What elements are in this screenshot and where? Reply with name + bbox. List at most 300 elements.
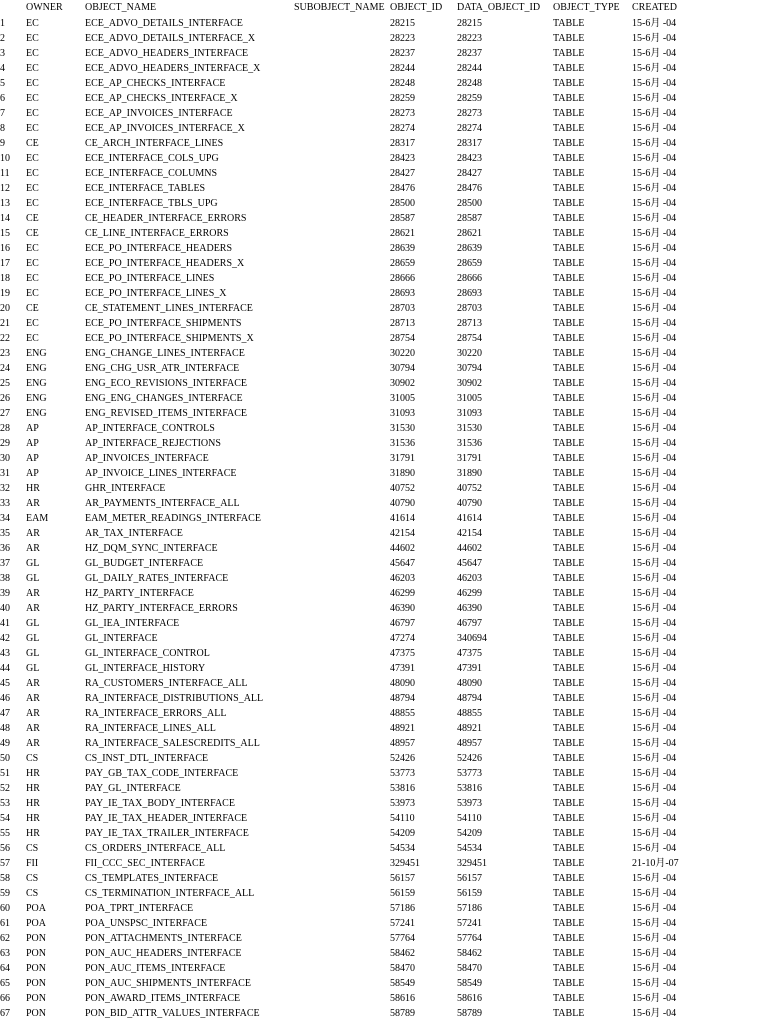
row-number: 28 — [0, 423, 10, 434]
data-object-id-cell: 45647 — [457, 558, 482, 569]
subobject-name-cell — [294, 706, 390, 721]
object-type-cell: TABLE — [553, 498, 585, 509]
row-number: 19 — [0, 288, 10, 299]
data-object-id-cell: 28713 — [457, 318, 482, 329]
owner-cell: ENG — [26, 393, 47, 404]
owner-cell: EC — [26, 333, 39, 344]
subobject-name-cell — [294, 451, 390, 466]
object-id-cell: 48957 — [390, 738, 415, 749]
table-row — [0, 976, 768, 991]
data-object-id-cell: 31890 — [457, 468, 482, 479]
owner-cell: PON — [26, 933, 47, 944]
object-id-cell: 28427 — [390, 168, 415, 179]
owner-cell: AP — [26, 468, 39, 479]
table-row — [0, 616, 768, 631]
owner-cell: AR — [26, 528, 40, 539]
row-number: 9 — [0, 138, 5, 149]
row-number: 48 — [0, 723, 10, 734]
object-id-cell: 56157 — [390, 873, 415, 884]
object-type-cell: TABLE — [553, 573, 585, 584]
object-name-cell: CE_LINE_INTERFACE_ERRORS — [85, 228, 229, 239]
subobject-name-cell — [294, 346, 390, 361]
owner-cell: EC — [26, 108, 39, 119]
row-number: 31 — [0, 468, 10, 479]
data-object-id-cell: 46797 — [457, 618, 482, 629]
table-row — [0, 16, 768, 31]
data-object-id-cell: 58470 — [457, 963, 482, 974]
table-row — [0, 466, 768, 481]
row-number: 49 — [0, 738, 10, 749]
object-id-cell: 28423 — [390, 153, 415, 164]
created-cell: 15-6月 -04 — [632, 888, 677, 899]
row-number: 40 — [0, 603, 10, 614]
object-id-cell: 57241 — [390, 918, 415, 929]
object-name-cell: CE_ARCH_INTERFACE_LINES — [85, 138, 224, 149]
table-row — [0, 991, 768, 1006]
subobject-name-cell — [294, 991, 390, 1006]
owner-cell: EC — [26, 258, 39, 269]
object-type-cell: TABLE — [553, 438, 585, 449]
row-number: 3 — [0, 48, 5, 59]
object-type-cell: TABLE — [553, 753, 585, 764]
data-object-id-cell: 28427 — [457, 168, 482, 179]
object-type-cell: TABLE — [553, 738, 585, 749]
subobject-name-cell — [294, 61, 390, 76]
owner-cell: EC — [26, 168, 39, 179]
object-type-cell: TABLE — [553, 318, 585, 329]
owner-cell: CE — [26, 303, 39, 314]
object-id-cell: 48090 — [390, 678, 415, 689]
object-id-cell: 31530 — [390, 423, 415, 434]
row-number: 26 — [0, 393, 10, 404]
table-row — [0, 541, 768, 556]
owner-cell: AR — [26, 588, 40, 599]
owner-cell: GL — [26, 633, 40, 644]
row-number: 37 — [0, 558, 10, 569]
row-number: 34 — [0, 513, 10, 524]
object-id-cell: 47375 — [390, 648, 415, 659]
data-object-id-cell: 31005 — [457, 393, 482, 404]
data-object-id-cell: 28237 — [457, 48, 482, 59]
created-cell: 15-6月 -04 — [632, 168, 677, 179]
object-id-cell: 58462 — [390, 948, 415, 959]
subobject-name-cell — [294, 241, 390, 256]
created-cell: 15-6月 -04 — [632, 183, 677, 194]
subobject-name-cell — [294, 931, 390, 946]
row-number: 45 — [0, 678, 10, 689]
data-object-id-cell: 44602 — [457, 543, 482, 554]
object-id-cell: 46797 — [390, 618, 415, 629]
data-object-id-cell: 28754 — [457, 333, 482, 344]
table-row — [0, 31, 768, 46]
created-cell: 15-6月 -04 — [632, 258, 677, 269]
created-cell: 15-6月 -04 — [632, 153, 677, 164]
subobject-name-cell — [294, 166, 390, 181]
row-number: 64 — [0, 963, 10, 974]
subobject-name-cell — [294, 601, 390, 616]
object-id-cell: 56159 — [390, 888, 415, 899]
table-row — [0, 481, 768, 496]
object-name-cell: ECE_INTERFACE_COLS_UPG — [85, 153, 219, 164]
object-type-cell: TABLE — [553, 903, 585, 914]
subobject-name-cell — [294, 256, 390, 271]
owner-cell: EC — [26, 153, 39, 164]
data-object-id-cell: 28244 — [457, 63, 482, 74]
data-object-id-cell: 46299 — [457, 588, 482, 599]
row-number: 46 — [0, 693, 10, 704]
table-row — [0, 646, 768, 661]
object-type-cell: TABLE — [553, 423, 585, 434]
object-id-cell: 45647 — [390, 558, 415, 569]
subobject-name-cell — [294, 796, 390, 811]
object-name-cell: ENG_REVISED_ITEMS_INTERFACE — [85, 408, 248, 419]
data-object-id-cell: 57764 — [457, 933, 482, 944]
table-row — [0, 736, 768, 751]
data-object-id-cell: 53773 — [457, 768, 482, 779]
object-type-cell: TABLE — [553, 963, 585, 974]
object-name-cell: ECE_INTERFACE_TABLES — [85, 183, 206, 194]
column-header-data-object-id: DATA_OBJECT_ID — [457, 2, 541, 13]
object-type-cell: TABLE — [553, 663, 585, 674]
owner-cell: PON — [26, 1008, 47, 1019]
subobject-name-cell — [294, 181, 390, 196]
created-cell: 15-6月 -04 — [632, 603, 677, 614]
created-cell: 15-6月 -04 — [632, 363, 677, 374]
object-id-cell: 47391 — [390, 663, 415, 674]
created-cell: 15-6月 -04 — [632, 648, 677, 659]
object-id-cell: 31005 — [390, 393, 415, 404]
row-number: 62 — [0, 933, 10, 944]
data-object-id-cell: 28500 — [457, 198, 482, 209]
object-id-cell: 28639 — [390, 243, 415, 254]
subobject-name-cell — [294, 376, 390, 391]
table-row — [0, 151, 768, 166]
owner-cell: EC — [26, 63, 39, 74]
object-type-cell: TABLE — [553, 948, 585, 959]
created-cell: 15-6月 -04 — [632, 333, 677, 344]
object-type-cell: TABLE — [553, 978, 585, 989]
owner-cell: AP — [26, 438, 39, 449]
subobject-name-cell — [294, 526, 390, 541]
object-id-cell: 53773 — [390, 768, 415, 779]
object-name-cell: RA_INTERFACE_ERRORS_ALL — [85, 708, 227, 719]
row-number: 29 — [0, 438, 10, 449]
created-cell: 15-6月 -04 — [632, 1008, 677, 1019]
owner-cell: CE — [26, 138, 39, 149]
object-type-cell: TABLE — [553, 33, 585, 44]
data-object-id-cell: 40790 — [457, 498, 482, 509]
created-cell: 15-6月 -04 — [632, 423, 677, 434]
row-number: 60 — [0, 903, 10, 914]
table-row — [0, 871, 768, 886]
object-name-cell: PON_AWARD_ITEMS_INTERFACE — [85, 993, 241, 1004]
data-object-id-cell: 28215 — [457, 18, 482, 29]
created-cell: 15-6月 -04 — [632, 903, 677, 914]
owner-cell: HR — [26, 483, 40, 494]
created-cell: 15-6月 -04 — [632, 828, 677, 839]
object-id-cell: 28659 — [390, 258, 415, 269]
table-row — [0, 46, 768, 61]
data-object-id-cell: 28703 — [457, 303, 482, 314]
data-object-id-cell: 57186 — [457, 903, 482, 914]
data-object-id-cell: 58462 — [457, 948, 482, 959]
object-type-cell: TABLE — [553, 783, 585, 794]
subobject-name-cell — [294, 421, 390, 436]
object-type-cell: TABLE — [553, 918, 585, 929]
table-row — [0, 676, 768, 691]
column-header-subobject-name: SUBOBJECT_NAME — [294, 2, 385, 13]
table-row — [0, 436, 768, 451]
data-object-id-cell: 46203 — [457, 573, 482, 584]
object-name-cell: AP_INVOICES_INTERFACE — [85, 453, 209, 464]
subobject-name-cell — [294, 751, 390, 766]
created-cell: 15-6月 -04 — [632, 633, 677, 644]
table-row — [0, 796, 768, 811]
row-number: 22 — [0, 333, 10, 344]
table-row — [0, 361, 768, 376]
data-object-id-cell: 28317 — [457, 138, 482, 149]
column-header-object-id: OBJECT_ID — [390, 2, 443, 13]
table-row — [0, 721, 768, 736]
table-row — [0, 811, 768, 826]
data-object-id-cell: 48794 — [457, 693, 482, 704]
object-type-cell: TABLE — [553, 513, 585, 524]
data-object-id-cell: 48957 — [457, 738, 482, 749]
data-object-id-cell: 57241 — [457, 918, 482, 929]
table-row — [0, 76, 768, 91]
owner-cell: EC — [26, 48, 39, 59]
object-id-cell: 28587 — [390, 213, 415, 224]
object-name-cell: PAY_GB_TAX_CODE_INTERFACE — [85, 768, 239, 779]
created-cell: 15-6月 -04 — [632, 498, 677, 509]
object-type-cell: TABLE — [553, 333, 585, 344]
data-object-id-cell: 28223 — [457, 33, 482, 44]
created-cell: 15-6月 -04 — [632, 303, 677, 314]
object-name-cell: PON_BID_ATTR_VALUES_INTERFACE — [85, 1008, 260, 1019]
row-number: 14 — [0, 213, 10, 224]
data-object-id-cell: 48921 — [457, 723, 482, 734]
object-type-cell: TABLE — [553, 708, 585, 719]
subobject-name-cell — [294, 286, 390, 301]
data-object-id-cell: 53973 — [457, 798, 482, 809]
owner-cell: HR — [26, 813, 40, 824]
subobject-name-cell — [294, 331, 390, 346]
object-name-cell: ENG_ECO_REVISIONS_INTERFACE — [85, 378, 248, 389]
row-number: 15 — [0, 228, 10, 239]
object-type-cell: TABLE — [553, 633, 585, 644]
object-type-cell: TABLE — [553, 108, 585, 119]
row-number: 35 — [0, 528, 10, 539]
created-cell: 15-6月 -04 — [632, 963, 677, 974]
object-id-cell: 48794 — [390, 693, 415, 704]
object-id-cell: 41614 — [390, 513, 415, 524]
owner-cell: GL — [26, 648, 40, 659]
object-name-cell: AP_INTERFACE_REJECTIONS — [85, 438, 221, 449]
subobject-name-cell — [294, 946, 390, 961]
object-id-cell: 31890 — [390, 468, 415, 479]
object-id-cell: 28317 — [390, 138, 415, 149]
owner-cell: PON — [26, 993, 47, 1004]
row-number: 36 — [0, 543, 10, 554]
object-id-cell: 57764 — [390, 933, 415, 944]
owner-cell: POA — [26, 918, 47, 929]
column-header-owner: OWNER — [26, 2, 63, 13]
object-type-cell: TABLE — [553, 303, 585, 314]
row-number: 38 — [0, 573, 10, 584]
owner-cell: EC — [26, 93, 39, 104]
object-type-cell: TABLE — [553, 453, 585, 464]
subobject-name-cell — [294, 766, 390, 781]
owner-cell: AR — [26, 543, 40, 554]
created-cell: 15-6月 -04 — [632, 273, 677, 284]
created-cell: 15-6月 -04 — [632, 48, 677, 59]
object-id-cell: 58616 — [390, 993, 415, 1004]
object-id-cell: 30220 — [390, 348, 415, 359]
data-object-id-cell: 42154 — [457, 528, 482, 539]
created-cell: 15-6月 -04 — [632, 513, 677, 524]
object-name-cell: PON_AUC_HEADERS_INTERFACE — [85, 948, 242, 959]
object-name-cell: CE_STATEMENT_LINES_INTERFACE — [85, 303, 253, 314]
object-type-cell: TABLE — [553, 348, 585, 359]
owner-cell: AR — [26, 738, 40, 749]
owner-cell: EC — [26, 198, 39, 209]
table-row — [0, 106, 768, 121]
object-name-cell: ECE_AP_CHECKS_INTERFACE_X — [85, 93, 238, 104]
object-name-cell: ECE_PO_INTERFACE_SHIPMENTS — [85, 318, 242, 329]
created-cell: 15-6月 -04 — [632, 408, 677, 419]
subobject-name-cell — [294, 886, 390, 901]
row-number: 18 — [0, 273, 10, 284]
object-type-cell: TABLE — [553, 543, 585, 554]
row-number: 43 — [0, 648, 10, 659]
created-cell: 15-6月 -04 — [632, 753, 677, 764]
object-id-cell: 28248 — [390, 78, 415, 89]
data-object-id-cell: 28259 — [457, 93, 482, 104]
subobject-name-cell — [294, 301, 390, 316]
data-object-id-cell: 41614 — [457, 513, 482, 524]
table-row — [0, 136, 768, 151]
table-row — [0, 1006, 768, 1021]
table-row — [0, 886, 768, 901]
table-row — [0, 61, 768, 76]
subobject-name-cell — [294, 961, 390, 976]
table-row — [0, 751, 768, 766]
object-name-cell: ENG_CHANGE_LINES_INTERFACE — [85, 348, 245, 359]
row-number: 24 — [0, 363, 10, 374]
object-id-cell: 28223 — [390, 33, 415, 44]
table-row — [0, 316, 768, 331]
row-number: 27 — [0, 408, 10, 419]
subobject-name-cell — [294, 121, 390, 136]
object-name-cell: HZ_PARTY_INTERFACE — [85, 588, 194, 599]
row-number: 61 — [0, 918, 10, 929]
created-cell: 15-6月 -04 — [632, 348, 677, 359]
created-cell: 15-6月 -04 — [632, 138, 677, 149]
owner-cell: EC — [26, 78, 39, 89]
object-type-cell: TABLE — [553, 243, 585, 254]
object-name-cell: ECE_PO_INTERFACE_SHIPMENTS_X — [85, 333, 254, 344]
row-number: 52 — [0, 783, 10, 794]
object-id-cell: 30794 — [390, 363, 415, 374]
subobject-name-cell — [294, 211, 390, 226]
object-name-cell: ENG_ENG_CHANGES_INTERFACE — [85, 393, 243, 404]
row-number: 54 — [0, 813, 10, 824]
object-id-cell: 28244 — [390, 63, 415, 74]
subobject-name-cell — [294, 151, 390, 166]
data-object-id-cell: 31530 — [457, 423, 482, 434]
subobject-name-cell — [294, 781, 390, 796]
object-type-cell: TABLE — [553, 558, 585, 569]
object-id-cell: 48855 — [390, 708, 415, 719]
data-object-id-cell: 31093 — [457, 408, 482, 419]
object-id-cell: 46299 — [390, 588, 415, 599]
row-number: 33 — [0, 498, 10, 509]
created-cell: 15-6月 -04 — [632, 63, 677, 74]
object-id-cell: 47274 — [390, 633, 415, 644]
object-type-cell: TABLE — [553, 138, 585, 149]
owner-cell: HR — [26, 798, 40, 809]
object-id-cell: 54110 — [390, 813, 415, 824]
data-object-id-cell: 40752 — [457, 483, 482, 494]
created-cell: 15-6月 -04 — [632, 798, 677, 809]
object-id-cell: 28476 — [390, 183, 415, 194]
object-name-cell: GL_INTERFACE_CONTROL — [85, 648, 210, 659]
table-row — [0, 826, 768, 841]
created-cell: 15-6月 -04 — [632, 558, 677, 569]
owner-cell: EC — [26, 318, 39, 329]
owner-cell: AR — [26, 603, 40, 614]
owner-cell: POA — [26, 903, 47, 914]
owner-cell: HR — [26, 768, 40, 779]
subobject-name-cell — [294, 496, 390, 511]
object-type-cell: TABLE — [553, 993, 585, 1004]
data-object-id-cell: 52426 — [457, 753, 482, 764]
row-number: 13 — [0, 198, 10, 209]
row-number: 39 — [0, 588, 10, 599]
created-cell: 15-6月 -04 — [632, 918, 677, 929]
owner-cell: CS — [26, 753, 39, 764]
created-cell: 15-6月 -04 — [632, 768, 677, 779]
object-id-cell: 54209 — [390, 828, 415, 839]
owner-cell: ENG — [26, 378, 47, 389]
object-name-cell: PON_AUC_ITEMS_INTERFACE — [85, 963, 226, 974]
table-row — [0, 286, 768, 301]
owner-cell: EC — [26, 243, 39, 254]
subobject-name-cell — [294, 391, 390, 406]
owner-cell: GL — [26, 663, 40, 674]
row-number: 53 — [0, 798, 10, 809]
row-number: 10 — [0, 153, 10, 164]
data-object-id-cell: 54209 — [457, 828, 482, 839]
subobject-name-cell — [294, 436, 390, 451]
subobject-name-cell — [294, 271, 390, 286]
table-row — [0, 331, 768, 346]
object-id-cell: 30902 — [390, 378, 415, 389]
object-id-cell: 28713 — [390, 318, 415, 329]
object-type-cell: TABLE — [553, 678, 585, 689]
created-cell: 21-10月-07 — [632, 858, 679, 869]
created-cell: 15-6月 -04 — [632, 708, 677, 719]
data-object-id-cell: 56157 — [457, 873, 482, 884]
object-name-cell: ECE_INTERFACE_COLUMNS — [85, 168, 218, 179]
owner-cell: CS — [26, 888, 39, 899]
object-name-cell: AR_TAX_INTERFACE — [85, 528, 183, 539]
row-number: 30 — [0, 453, 10, 464]
object-id-cell: 46390 — [390, 603, 415, 614]
object-name-cell: CE_HEADER_INTERFACE_ERRORS — [85, 213, 247, 224]
object-type-cell: TABLE — [553, 768, 585, 779]
row-number: 23 — [0, 348, 10, 359]
